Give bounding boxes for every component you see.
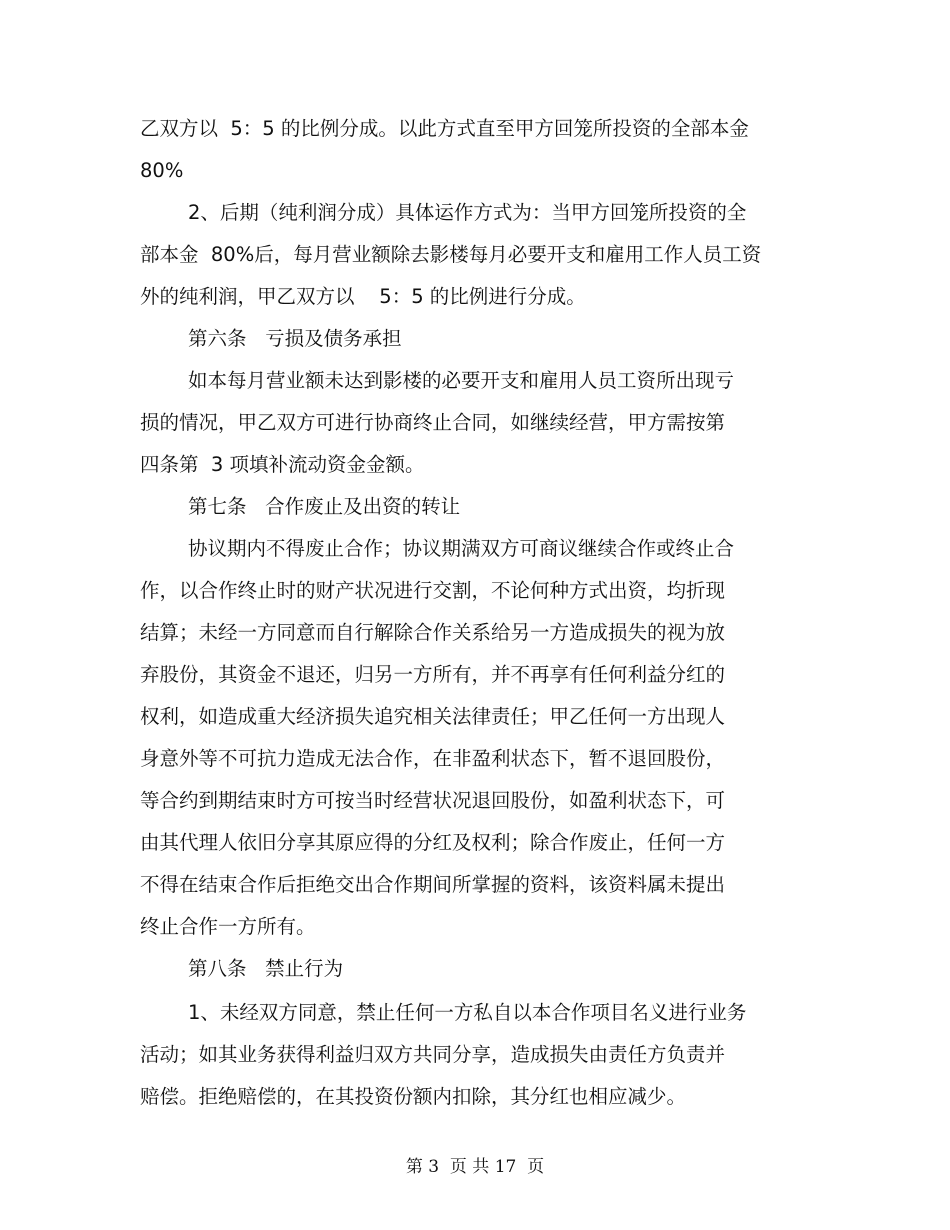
- body-line-13: 结算；未经一方同意而自行解除合作关系给另一方造成损失的视为放: [140, 621, 726, 644]
- body-line-7: 如本每月营业额未达到影楼的必要开支和雇用人员工资所出现亏: [188, 369, 735, 392]
- article-8-heading: 第八条 禁止行为: [188, 957, 344, 980]
- body-line-11: 协议期内不得废止合作；协议期满双方可商议继续合作或终止合: [188, 537, 735, 560]
- body-line-12: 作，以合作终止时的财产状况进行交割，不论何种方式出资，均折现: [140, 579, 726, 602]
- article-7-heading: 第七条 合作废止及出资的转让: [188, 495, 461, 518]
- body-line-3: 2、后期（纯利润分成）具体运作方式为：当甲方回笼所投资的全: [188, 201, 747, 224]
- article-6-heading: 第六条 亏损及债务承担: [188, 327, 402, 350]
- body-line-4: 部本金 80%后，每月营业额除去影楼每月必要开支和雇用工作人员工资: [140, 243, 762, 266]
- body-line-17: 等合约到期结束时方可按当时经营状况退回股份，如盈利状态下，可: [140, 789, 726, 812]
- body-line-15: 权利，如造成重大经济损失追究相关法律责任；甲乙任何一方出现人: [140, 705, 726, 728]
- page-number-footer: 第 3 页 共 17 页: [405, 1157, 545, 1177]
- body-line-2: 80%: [140, 159, 184, 182]
- body-line-23: 活动；如其业务获得利益归双方共同分享，造成损失由责任方负责并: [140, 1043, 726, 1066]
- body-line-20: 终止合作一方所有。: [140, 915, 316, 938]
- body-line-1: 乙双方以 5：5 的比例分成。以此方式直至甲方回笼所投资的全部本金: [140, 117, 749, 140]
- body-line-22: 1、未经双方同意，禁止任何一方私自以本合作项目名义进行业务: [188, 1001, 747, 1024]
- body-line-24: 赔偿。拒绝赔偿的，在其投资份额内扣除，其分红也相应减少。: [140, 1085, 687, 1108]
- body-line-8: 损的情况，甲乙双方可进行协商终止合同，如继续经营，甲方需按第: [140, 411, 726, 434]
- body-line-18: 由其代理人依旧分享其原应得的分红及权利；除合作废止，任何一方: [140, 831, 726, 854]
- body-line-5: 外的纯利润，甲乙双方以 5：5 的比例进行分成。: [140, 285, 586, 308]
- body-line-14: 弃股份，其资金不退还，归另一方所有，并不再享有任何利益分红的: [140, 663, 726, 686]
- body-line-9: 四条第 3 项填补流动资金金额。: [140, 453, 425, 476]
- body-line-19: 不得在结束合作后拒绝交出合作期间所掌握的资料，该资料属未提出: [140, 873, 726, 896]
- body-line-16: 身意外等不可抗力造成无法合作，在非盈利状态下，暂不退回股份，: [140, 747, 726, 770]
